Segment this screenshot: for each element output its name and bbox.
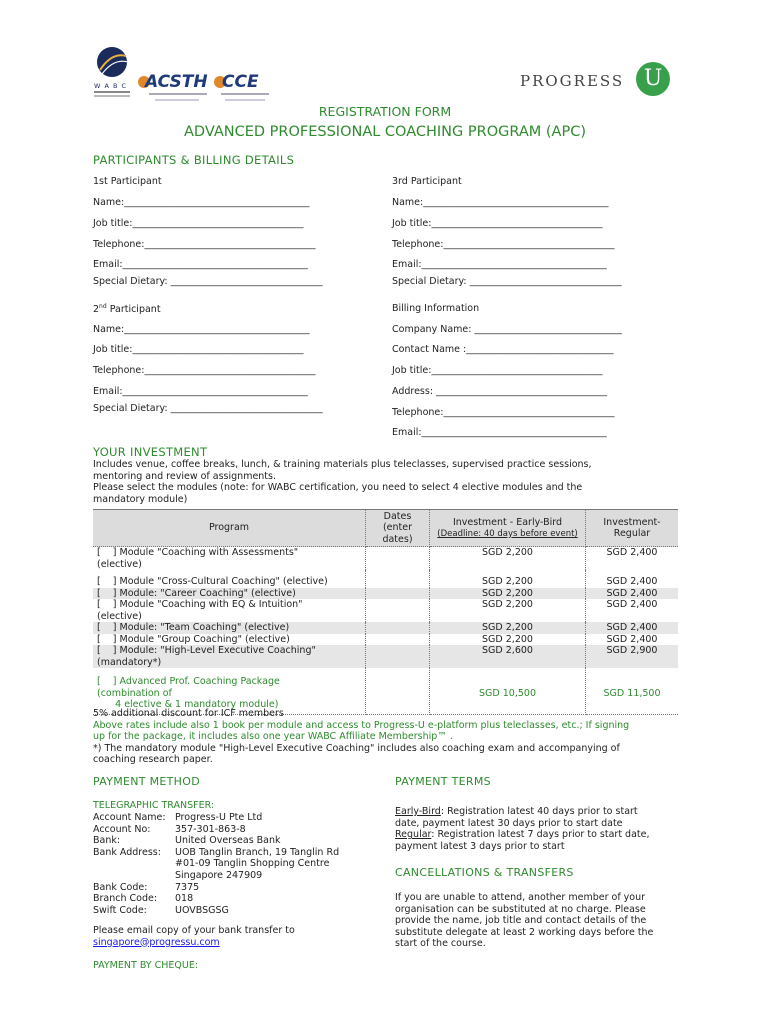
- program-title: ADVANCED PROFESSIONAL COACHING PROGRAM (APC): [184, 124, 586, 140]
- u-circle-icon: [636, 62, 670, 96]
- bank-detail-label: Bank Code:: [93, 881, 148, 893]
- p3-heading: 3rd Participant: [392, 176, 462, 187]
- bank-detail-row: [93, 847, 339, 859]
- bank-detail-row: [93, 905, 339, 917]
- p2-heading-sup: nd: [99, 303, 107, 310]
- bank-detail-row: [93, 824, 339, 836]
- regular-text: : Registration latest 7 days prior to start date,: [431, 829, 650, 841]
- regular-cell: SGD 2,400: [606, 576, 658, 587]
- green-note-line: up for the package, it includes also one year WABC Affiliate Membership™ .: [93, 731, 453, 742]
- bank-detail-value: 357-301-863-8: [175, 823, 246, 835]
- early-bird-label: Early-Bird: [395, 806, 441, 817]
- investment-intro-line: Includes venue, coffee breaks, lunch, & training materials plus teleclasses, supervised practice sessions,: [93, 459, 592, 470]
- bank-detail-value: United Overseas Bank: [175, 835, 281, 847]
- bank-details: [93, 812, 339, 916]
- participants-heading: PARTICIPANTS & BILLING DETAILS: [93, 153, 295, 167]
- payment-method-heading: PAYMENT METHOD: [93, 775, 200, 788]
- form-title: REGISTRATION FORM: [318, 104, 452, 119]
- notes-block: [93, 708, 629, 766]
- p2-job-field[interactable]: Job title:____________________________________: [93, 344, 304, 355]
- cancellations-heading: CANCELLATIONS & TRANSFERS: [395, 866, 574, 879]
- early-bird-cell: SGD 2,200: [430, 622, 586, 634]
- regular-cell: SGD 11,500: [586, 668, 679, 714]
- cce-logo-text: CCE: [222, 72, 259, 92]
- progress-u-logo: [520, 62, 672, 102]
- program-cell[interactable]: [ ] Module: "High-Level Executive Coaching" (mandatory*): [93, 645, 366, 668]
- p3-dietary-field[interactable]: Special Dietary: ________________________________: [392, 276, 622, 287]
- p1-name-field[interactable]: Name:_______________________________________: [93, 197, 310, 208]
- progress-logo-text: PROGRESS: [520, 72, 625, 90]
- cancellations-text: [395, 892, 653, 950]
- bank-detail-row: [93, 858, 339, 870]
- cancellations-line: start of the course.: [395, 938, 486, 950]
- table-row: [93, 570, 678, 588]
- table-row: [93, 645, 678, 668]
- bank-detail-label: Swift Code:: [93, 904, 147, 916]
- p2-heading-num: 2: [93, 304, 100, 316]
- bank-detail-value: #01-09 Tanglin Shopping Centre: [175, 858, 330, 870]
- header-deadline: (Deadline: 40 days before event): [437, 528, 578, 539]
- dates-cell[interactable]: [366, 645, 430, 668]
- logo-divider: [94, 95, 130, 97]
- p3-name-field[interactable]: Name:_______________________________________: [392, 197, 609, 208]
- dates-cell[interactable]: [366, 547, 430, 571]
- bank-detail-label: Branch Code:: [93, 893, 158, 905]
- dates-cell[interactable]: [366, 634, 430, 646]
- table-row: [93, 634, 678, 646]
- regular-cell: SGD 2,400: [586, 622, 679, 634]
- program-table: [93, 509, 678, 715]
- regular-cell: SGD 2,400: [606, 547, 658, 558]
- program-cell[interactable]: [ ] Module: "Career Coaching" (elective): [93, 588, 366, 600]
- regular-text-2: payment latest 3 days prior to start: [395, 840, 565, 852]
- logo-subtitle-line: [221, 93, 269, 95]
- bank-detail-value: UOVBSGSG: [175, 904, 229, 916]
- payment-terms-heading: PAYMENT TERMS: [395, 775, 491, 788]
- bank-detail-label: Account No:: [93, 823, 151, 835]
- header-early-bird: [430, 510, 586, 547]
- header-program: Program: [93, 510, 366, 547]
- table-row: [93, 599, 678, 622]
- billing-email-field[interactable]: Email:_______________________________________: [392, 427, 607, 438]
- bank-detail-row: [93, 870, 339, 882]
- email-note: Please email copy of your bank transfer to: [93, 925, 295, 936]
- table-row: [93, 588, 678, 600]
- bank-detail-label: Account Name:: [93, 812, 166, 823]
- wabc-logo-text: W A B C: [94, 82, 128, 90]
- program-cell[interactable]: [ ] Module "Group Coaching" (elective): [93, 634, 366, 646]
- cancellations-line: organisation can be substituted at no charge. Please: [395, 903, 646, 915]
- regular-cell: SGD 2,400: [606, 599, 658, 610]
- billing-telephone-field[interactable]: Telephone:____________________________________: [392, 407, 615, 418]
- investment-intro-line: mentoring and review of assignments.: [93, 470, 277, 482]
- dates-cell[interactable]: [366, 599, 430, 622]
- p2-name-field[interactable]: Name:_______________________________________: [93, 324, 310, 335]
- investment-intro-line: Please select the modules (note: for WABC certification, you need to select 4 elective modules and the: [93, 482, 583, 493]
- header-dates: Dates (enter dates): [366, 510, 430, 547]
- bank-detail-label: Bank:: [93, 835, 121, 847]
- logo-subtitle-line: [155, 99, 199, 101]
- early-bird-cell: SGD 2,200: [430, 599, 586, 622]
- billing-heading: Billing Information: [392, 303, 480, 314]
- bank-detail-value: Singapore 247909: [175, 869, 263, 881]
- p3-job-field[interactable]: Job title:____________________________________: [392, 218, 603, 229]
- program-cell[interactable]: [ ] Module: "Team Coaching" (elective): [93, 622, 366, 634]
- regular-cell: SGD 2,400: [606, 633, 658, 645]
- p3-telephone-field[interactable]: Telephone:____________________________________: [392, 239, 615, 250]
- p2-heading-rest: Participant: [106, 304, 161, 316]
- bank-detail-row: [93, 812, 339, 824]
- logo-subtitle-line: [225, 99, 265, 101]
- bank-detail-row: [93, 893, 339, 905]
- investment-intro: [93, 459, 592, 505]
- p1-telephone-field[interactable]: Telephone:____________________________________: [93, 239, 316, 250]
- bank-detail-label: Bank Address:: [93, 846, 161, 858]
- early-bird-cell: SGD 10,500: [430, 668, 586, 714]
- p2-telephone-field[interactable]: Telephone:____________________________________: [93, 365, 316, 376]
- billing-contact-field[interactable]: Contact Name :_______________________________: [392, 344, 614, 355]
- bank-detail-row: [93, 882, 339, 894]
- early-bird-cell: SGD 2,200: [430, 588, 586, 600]
- bank-detail-value: Progress-U Pte Ltd: [175, 812, 263, 823]
- regular-label: Regular: [395, 829, 432, 841]
- table-row: [93, 547, 678, 571]
- cancellations-line: substitute delegate at least 2 working days before the: [395, 926, 654, 938]
- billing-company-field[interactable]: Company Name: _______________________________: [392, 324, 622, 335]
- program-cell[interactable]: [ ] Advanced Prof. Coaching Package (combination of 4 elective & 1 mandatory module): [93, 668, 366, 714]
- logo-subtitle-line: [149, 93, 207, 95]
- early-bird-cell: SGD 2,200: [430, 547, 586, 571]
- early-bird-text: : Registration latest 40 days prior to start: [440, 806, 638, 817]
- billing-address-field[interactable]: Address: ____________________________________: [392, 386, 608, 397]
- acsth-logo-text: ACSTH: [145, 72, 208, 92]
- email-note-block: [93, 925, 295, 948]
- regular-cell: SGD 2,400: [586, 588, 679, 600]
- table-header-row: [93, 510, 678, 547]
- p1-dietary-field[interactable]: Special Dietary: ________________________________: [93, 276, 323, 287]
- regular-cell: SGD 2,900: [586, 645, 679, 668]
- icf-note: 5% additional discount for ICF members: [93, 708, 284, 719]
- dates-cell[interactable]: [366, 622, 430, 634]
- early-bird-cell: SGD 2,200: [430, 634, 586, 646]
- p2-dietary-field[interactable]: Special Dietary: ________________________________: [93, 403, 323, 414]
- early-bird-text-2: date, payment latest 30 days prior to start date: [395, 817, 623, 829]
- p1-heading: 1st Participant: [93, 176, 162, 187]
- logo-divider: [94, 91, 130, 93]
- program-cell[interactable]: [ ] Module "Cross-Cultural Coaching" (elective): [93, 570, 366, 588]
- payment-terms-text: [395, 806, 650, 852]
- header-early-bird-label: Investment - Early-Bird: [452, 517, 563, 529]
- p2-heading: [93, 303, 161, 315]
- early-bird-cell: SGD 2,600: [430, 645, 586, 668]
- header-regular: Investment- Regular: [586, 510, 679, 547]
- investment-heading: YOUR INVESTMENT: [93, 445, 208, 459]
- cancellations-line: If you are unable to attend, another member of your: [395, 892, 646, 903]
- p1-job-field[interactable]: Job title:____________________________________: [93, 218, 304, 229]
- early-bird-cell: SGD 2,200: [430, 570, 586, 588]
- p2-email-field[interactable]: Email:_______________________________________: [93, 386, 308, 397]
- cancellations-line: provide the name, job title and contact details of the: [395, 915, 647, 927]
- bank-detail-value: 7375: [175, 881, 200, 893]
- table-row: [93, 622, 678, 634]
- investment-intro-line: mandatory module): [93, 493, 188, 505]
- dates-cell[interactable]: [366, 570, 430, 588]
- billing-job-field[interactable]: Job title:____________________________________: [392, 365, 603, 376]
- globe-icon: [94, 44, 130, 80]
- email-link[interactable]: singapore@progressu.com: [93, 936, 220, 948]
- dates-cell[interactable]: [366, 588, 430, 600]
- cheque-heading: PAYMENT BY CHEQUE:: [93, 960, 199, 971]
- wabc-logo: [92, 42, 134, 102]
- program-cell[interactable]: [ ] Module "Coaching with EQ & Intuition" (elective): [93, 599, 366, 622]
- u-letter: U: [643, 66, 663, 91]
- telegraphic-heading: TELEGRAPHIC TRANSFER:: [93, 800, 215, 811]
- bank-detail-value: 018: [175, 893, 194, 905]
- green-note-line: Above rates include also 1 book per module and access to Progress-U e-platform plus teleclasses, etc.; If signing: [93, 719, 630, 731]
- bank-detail-value: UOB Tanglin Branch, 19 Tanglin Rd: [175, 846, 340, 858]
- p1-email-field[interactable]: Email:_______________________________________: [93, 259, 308, 270]
- mandatory-note-line: *) The mandatory module "High-Level Executive Coaching" includes also coaching exam and accompanying of: [93, 742, 620, 754]
- program-cell[interactable]: [ ] Module "Coaching with Assessments" (elective): [93, 547, 366, 571]
- bank-detail-row: [93, 835, 339, 847]
- acsth-logo: [137, 72, 211, 104]
- cce-logo: [213, 72, 273, 104]
- p3-email-field[interactable]: Email:_______________________________________: [392, 259, 607, 270]
- mandatory-note-line: coaching research paper.: [93, 754, 213, 765]
